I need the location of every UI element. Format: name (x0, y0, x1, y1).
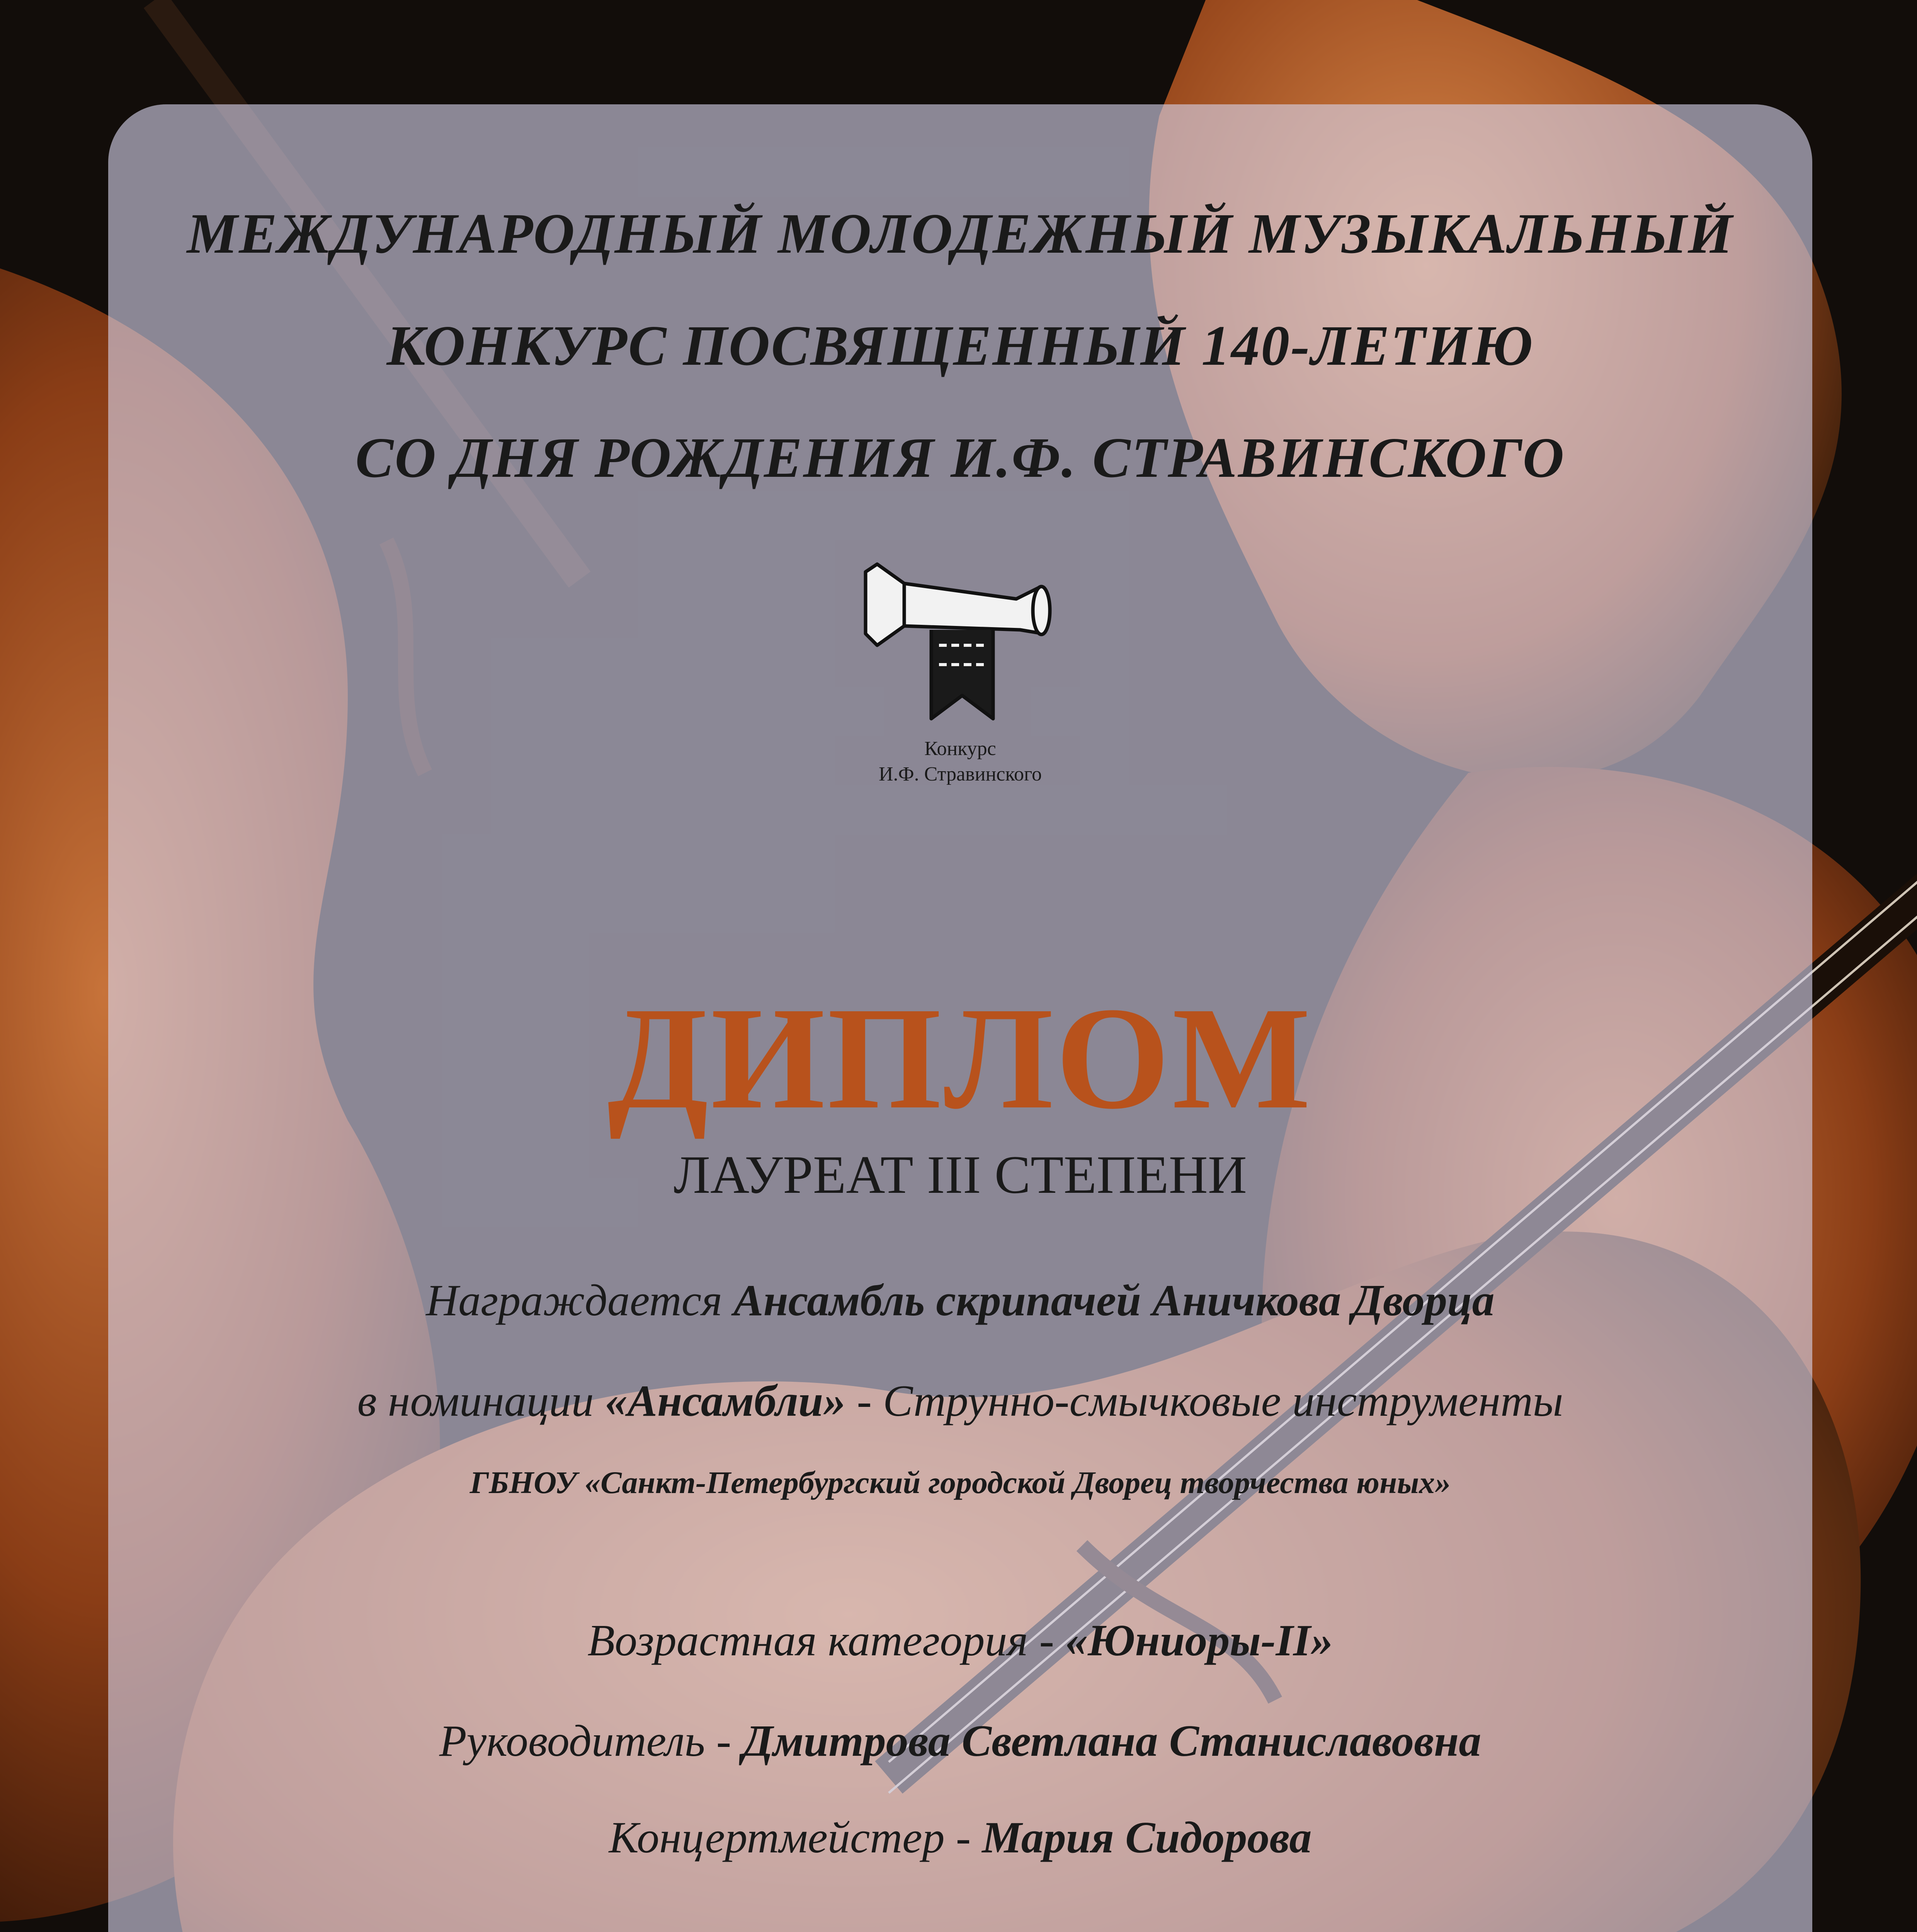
nomination-suffix: - Струнно-смычковые инструменты (857, 1376, 1563, 1426)
age-prefix: Возрастная категория - (587, 1616, 1054, 1665)
contest-title-line-1: МЕЖДУНАРОДНЫЙ МОЛОДЕЖНЫЙ МУЗЫКАЛЬНЫЙ (187, 202, 1734, 265)
logo-caption-line-2: И.Ф. Стравинского (878, 763, 1042, 785)
contest-title-line-3: СО ДНЯ РОЖДЕНИЯ И.Ф. СТРАВИНСКОГО (355, 426, 1565, 490)
laureate-degree: ЛАУРЕАТ III СТЕПЕНИ (674, 1145, 1247, 1205)
nomination-prefix: в номинации (357, 1376, 594, 1426)
awardee-line (108, 1275, 1812, 1327)
accompanist-line (108, 1812, 1812, 1864)
age-category: «Юниоры-II» (1065, 1616, 1333, 1665)
awarded-prefix: Награждается (426, 1276, 723, 1325)
leader-line (108, 1716, 1812, 1767)
trumpet-banner-icon (862, 556, 1063, 734)
organization-line: ГБНОУ «Санкт-Петербургский городской Дворец творчества юных» (469, 1465, 1451, 1500)
diploma-title: ДИПЛОМ (607, 977, 1313, 1139)
accompanist-prefix: Концертмейстер - (609, 1813, 971, 1862)
nomination-line (108, 1376, 1812, 1427)
logo-caption-line-1: Конкурс (924, 738, 996, 760)
age-category-line (108, 1615, 1812, 1667)
leader-prefix: Руководитель - (439, 1716, 731, 1766)
accompanist-name: Мария Сидорова (982, 1813, 1312, 1862)
awardee-name: Ансамбль скрипачей Аничкова Дворца (733, 1276, 1495, 1325)
nomination-name: «Ансамбли» (605, 1376, 846, 1426)
contest-title-line-2: КОНКУРС ПОСВЯЩЕННЫЙ 140-ЛЕТИЮ (386, 314, 1534, 378)
leader-name: Дмитрова Светлана Станиславовна (742, 1716, 1482, 1766)
